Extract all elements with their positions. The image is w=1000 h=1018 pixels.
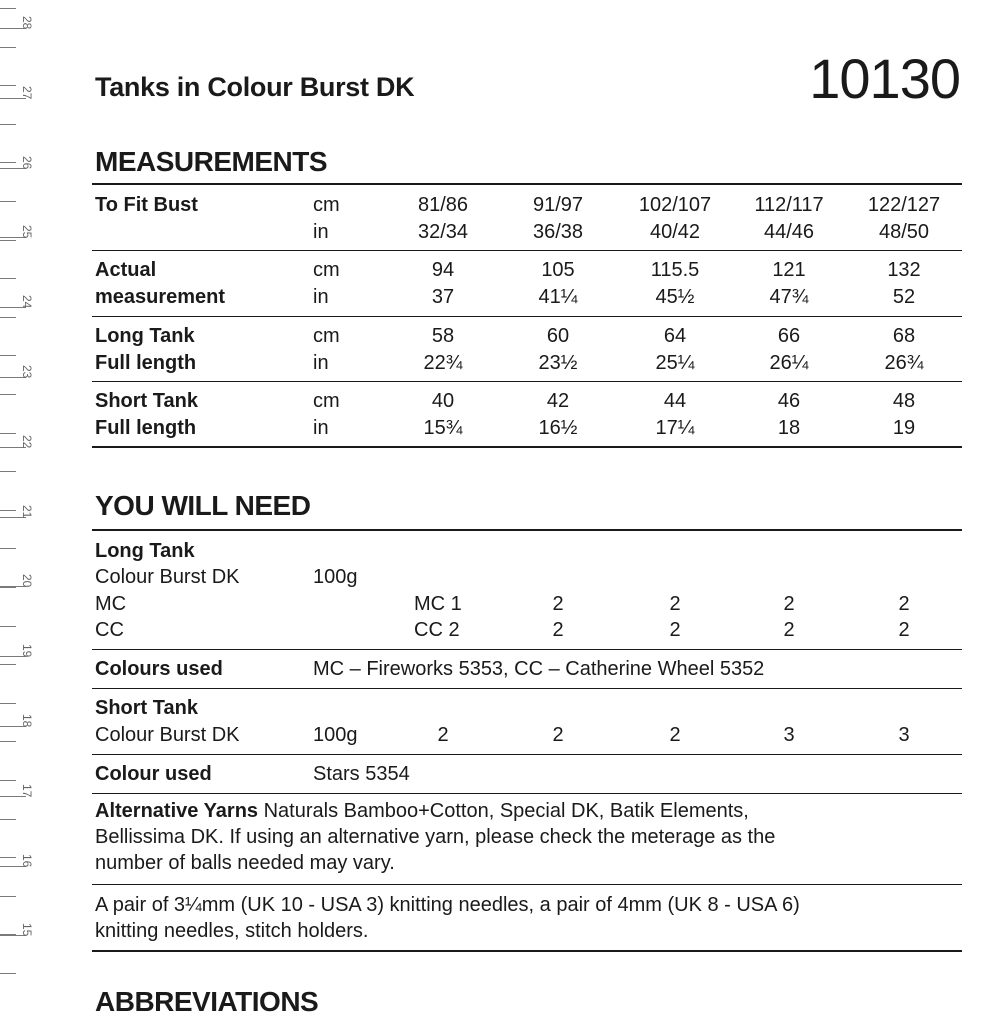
- unit-in: in: [313, 417, 329, 439]
- ruler-tick: [0, 47, 16, 48]
- row-label: Short Tank: [95, 390, 198, 412]
- divider: [92, 754, 962, 755]
- short-tank-yarn: Colour Burst DK: [95, 724, 240, 746]
- cc-balls-value: 2: [552, 619, 564, 641]
- long-tank-weight: 100g: [313, 566, 358, 588]
- ruler-tick: [0, 819, 16, 820]
- long-tank-label: Long Tank: [95, 540, 195, 562]
- ruler-tick: [0, 124, 16, 125]
- short-tank-balls-value: 2: [437, 724, 449, 746]
- in-value: 37: [431, 286, 455, 308]
- ruler-number: 23: [20, 365, 34, 379]
- divider: [92, 381, 962, 382]
- ruler-number: 18: [20, 714, 34, 728]
- cm-value: 58: [431, 325, 455, 347]
- ruler-tick: [0, 394, 16, 395]
- alternative-yarns-line1: Naturals Bamboo+Cotton, Special DK, Batik Elements,: [258, 800, 749, 822]
- in-value: 19: [892, 417, 916, 439]
- in-value: 26¼: [769, 352, 809, 374]
- divider: [92, 884, 962, 885]
- divider: [92, 183, 962, 185]
- cm-value: 105: [541, 259, 575, 281]
- unit-in: in: [313, 352, 329, 374]
- ruler-tick: [0, 510, 16, 511]
- in-value: 32/34: [417, 221, 469, 243]
- in-value: 52: [892, 286, 916, 308]
- unit-cm: cm: [313, 390, 340, 412]
- short-tank-label: Short Tank: [95, 697, 198, 719]
- cc-label: CC: [95, 619, 124, 641]
- ruler-number: 27: [20, 86, 34, 100]
- ruler-tick: [0, 433, 16, 434]
- ruler-tick: [0, 8, 16, 9]
- divider: [92, 250, 962, 251]
- in-value: 17¼: [655, 417, 695, 439]
- mc-balls-value: 2: [783, 593, 795, 615]
- pattern-title: Tanks in Colour Burst DK: [95, 72, 415, 102]
- divider: [92, 316, 962, 317]
- divider: [92, 688, 962, 689]
- ruler-number: 22: [20, 435, 34, 449]
- short-tank-balls-value: 2: [669, 724, 681, 746]
- long-tank-yarn: Colour Burst DK: [95, 566, 240, 588]
- needles-line1: A pair of 3¼mm (UK 10 - USA 3) knitting needles, a pair of 4mm (UK 8 - USA 6): [95, 894, 800, 916]
- in-value: 48/50: [878, 221, 930, 243]
- in-value: 16½: [538, 417, 578, 439]
- ruler-number: 28: [20, 16, 34, 30]
- row-label: To Fit Bust: [95, 194, 198, 216]
- ruler-number: 20: [20, 574, 34, 588]
- in-value: 45½: [655, 286, 695, 308]
- ruler-number: 24: [20, 295, 34, 309]
- ruler-number: 15: [20, 923, 34, 937]
- ruler-tick: [0, 896, 16, 897]
- mc-balls-value: 2: [669, 593, 681, 615]
- needles-text: [95, 892, 955, 944]
- ruler-number: 26: [20, 156, 34, 170]
- in-value: 23½: [538, 352, 578, 374]
- ruler-number: 21: [20, 505, 34, 519]
- ruler-tick: [0, 240, 16, 241]
- cc-balls-value: 2: [669, 619, 681, 641]
- cm-value: 132: [887, 259, 921, 281]
- cm-value: 68: [892, 325, 916, 347]
- cm-value: 112/117: [754, 194, 824, 216]
- short-tank-balls-value: 3: [783, 724, 795, 746]
- ruler-tick: [0, 973, 16, 974]
- cc-code: CC 2: [414, 619, 460, 641]
- ruler-number: 25: [20, 225, 34, 239]
- ruler-tick: [0, 85, 16, 86]
- cm-value: 81/86: [417, 194, 469, 216]
- in-value: 44/46: [763, 221, 815, 243]
- ruler-tick: [0, 664, 16, 665]
- cm-value: 94: [431, 259, 455, 281]
- measurements-heading: MEASUREMENTS: [95, 146, 328, 177]
- cm-value: 102/107: [638, 194, 712, 216]
- ruler-tick: [0, 278, 16, 279]
- ruler-tick: [0, 857, 16, 858]
- cm-value: 40: [431, 390, 455, 412]
- row-label: Full length: [95, 352, 197, 374]
- in-value: 40/42: [649, 221, 701, 243]
- cm-value: 46: [777, 390, 801, 412]
- cc-balls-value: 2: [898, 619, 910, 641]
- unit-cm: cm: [313, 259, 340, 281]
- mc-code: MC 1: [414, 593, 462, 615]
- ruler-tick: [0, 201, 16, 202]
- ruler-number: 17: [20, 784, 34, 798]
- cm-value: 66: [777, 325, 801, 347]
- ruler: [0, 0, 60, 1000]
- alternative-yarns-line2: Bellissima DK. If using an alternative yarn, please check the meterage as the: [95, 826, 776, 848]
- cm-value: 115.5: [650, 259, 700, 281]
- ruler-tick: [0, 317, 16, 318]
- row-label: measurement: [95, 286, 226, 308]
- divider: [92, 649, 962, 650]
- mc-label: MC: [95, 593, 127, 615]
- alternative-yarns-line3: number of balls needed may vary.: [95, 852, 395, 874]
- ruler-number: 16: [20, 854, 34, 868]
- row-label: Full length: [95, 417, 197, 439]
- cc-balls-value: 2: [783, 619, 795, 641]
- ruler-tick: [0, 587, 16, 588]
- unit-in: in: [313, 286, 329, 308]
- short-tank-balls-value: 2: [552, 724, 564, 746]
- unit-in: in: [313, 221, 329, 243]
- mc-balls-value: 2: [898, 593, 910, 615]
- cm-value: 44: [663, 390, 687, 412]
- divider: [92, 950, 962, 952]
- ruler-tick: [0, 780, 16, 781]
- unit-cm: cm: [313, 325, 340, 347]
- in-value: 36/38: [532, 221, 584, 243]
- in-value: 26¾: [884, 352, 924, 374]
- in-value: 25¼: [655, 352, 695, 374]
- divider: [92, 529, 962, 531]
- in-value: 18: [777, 417, 801, 439]
- cm-value: 64: [663, 325, 687, 347]
- cm-value: 42: [546, 390, 570, 412]
- in-value: 22¾: [423, 352, 463, 374]
- divider: [92, 793, 962, 794]
- cm-value: 121: [772, 259, 806, 281]
- unit-cm: cm: [313, 194, 340, 216]
- you-will-need-heading: YOU WILL NEED: [95, 490, 311, 521]
- abbreviations-heading: ABBREVIATIONS: [95, 986, 319, 1017]
- ruler-number: 19: [20, 644, 34, 658]
- pattern-number: 10130: [809, 47, 960, 110]
- in-value: 41¼: [538, 286, 578, 308]
- row-label: Long Tank: [95, 325, 195, 347]
- cm-value: 122/127: [867, 194, 941, 216]
- ruler-tick: [0, 355, 16, 356]
- alternative-yarns: [95, 798, 955, 876]
- ruler-tick: [0, 741, 16, 742]
- needles-line2: knitting needles, stitch holders.: [95, 920, 369, 942]
- colours-used-value: MC – Fireworks 5353, CC – Catherine Wheel 5352: [313, 658, 765, 680]
- ruler-tick: [0, 548, 16, 549]
- colour-used-value: Stars 5354: [313, 763, 410, 785]
- ruler-tick: [0, 626, 16, 627]
- alternative-yarns-label: Alternative Yarns: [95, 800, 259, 822]
- cm-value: 60: [546, 325, 570, 347]
- in-value: 47¾: [769, 286, 809, 308]
- ruler-tick: [0, 471, 16, 472]
- divider: [92, 446, 962, 448]
- ruler-tick: [0, 162, 16, 163]
- short-tank-weight: 100g: [313, 724, 358, 746]
- colour-used-label: Colour used: [95, 763, 212, 785]
- cm-value: 91/97: [532, 194, 584, 216]
- cm-value: 48: [892, 390, 916, 412]
- mc-balls-value: 2: [552, 593, 564, 615]
- ruler-tick: [0, 703, 16, 704]
- in-value: 15¾: [423, 417, 463, 439]
- short-tank-balls-value: 3: [898, 724, 910, 746]
- row-label: Actual: [95, 259, 157, 281]
- colours-used-label: Colours used: [95, 658, 223, 680]
